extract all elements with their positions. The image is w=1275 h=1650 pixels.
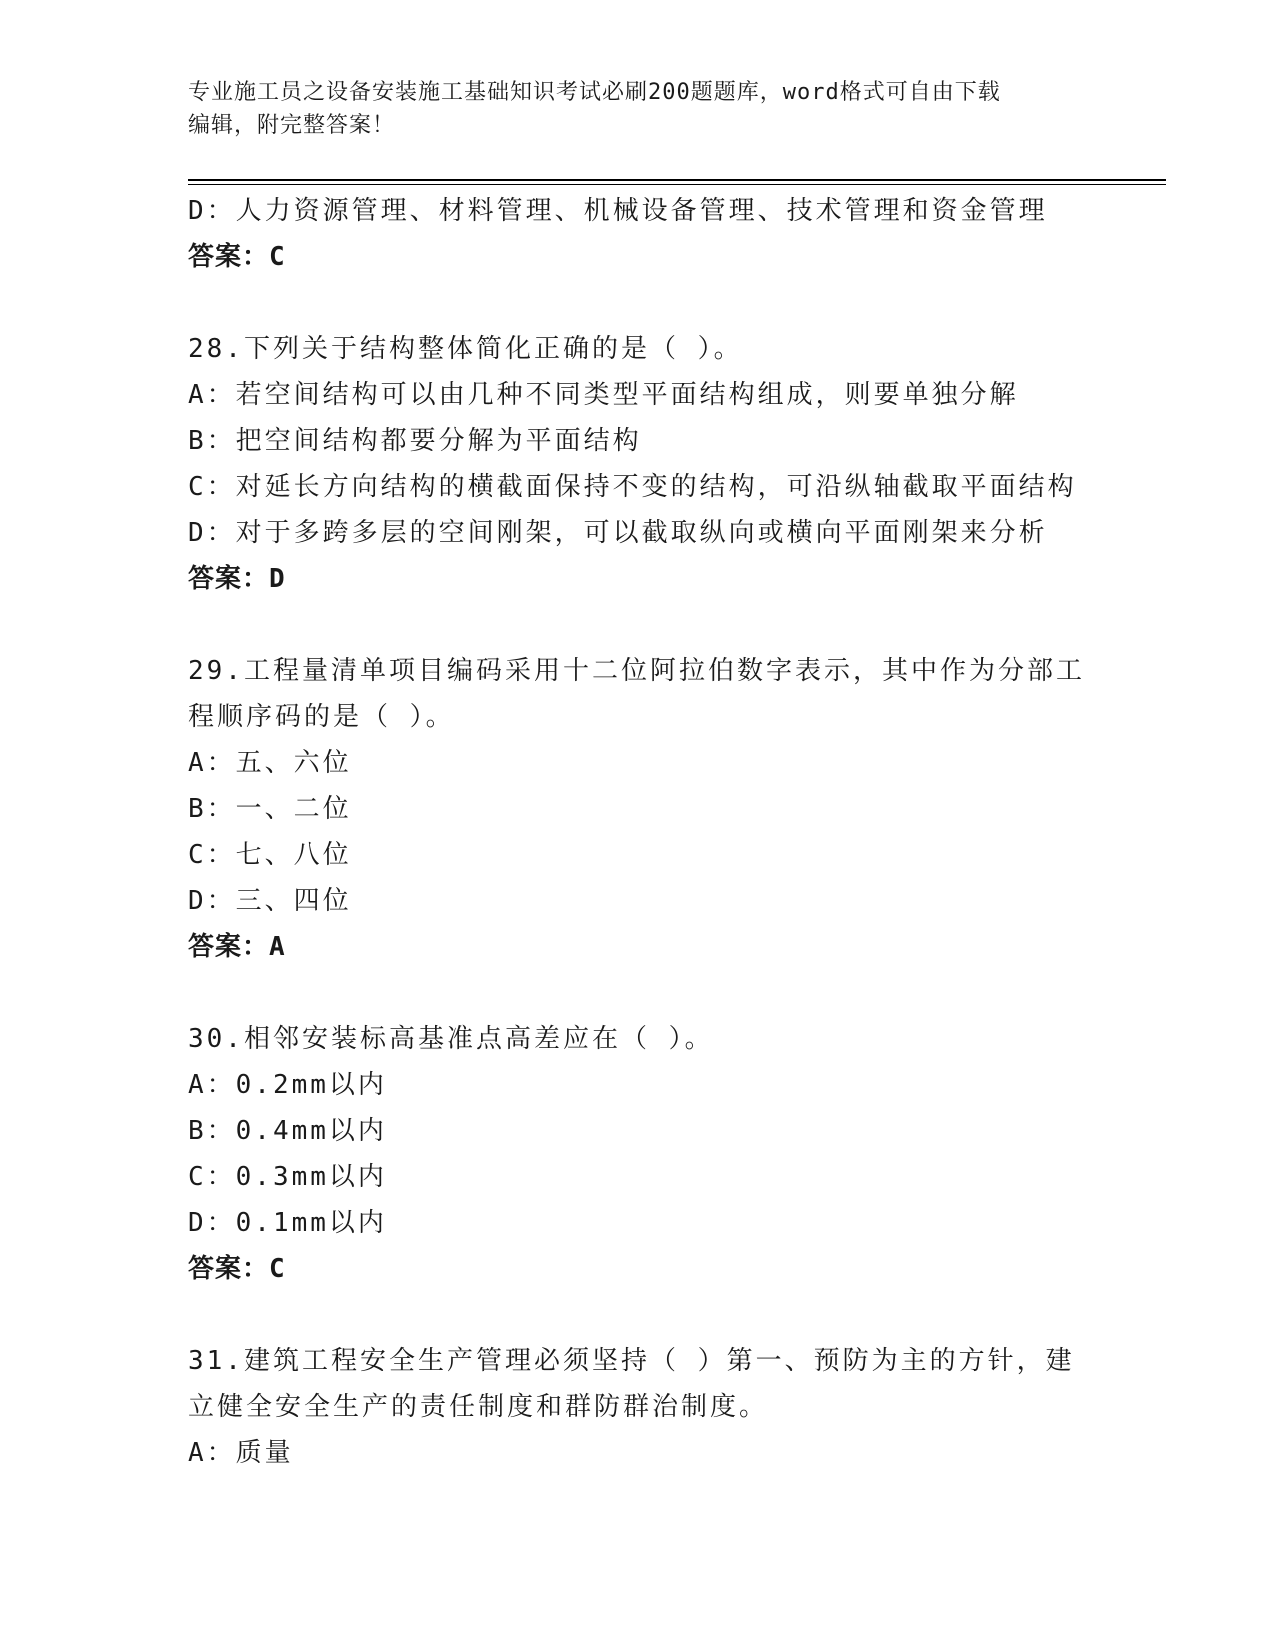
option-d: D：人力资源管理、材料管理、机械设备管理、技术管理和资金管理 [188,196,1048,226]
option-c: C：对延长方向结构的横截面保持不变的结构，可沿纵轴截取平面结构 [188,472,1077,502]
previous-question-tail [188,188,1088,280]
question-30 [188,1016,1088,1292]
answer: 答案：A [188,932,286,962]
spacer [188,1292,1088,1338]
option-a: A：质量 [188,1438,294,1468]
question-stem: 28.下列关于结构整体简化正确的是（ ）。 [188,334,743,364]
answer: 答案：C [188,242,286,272]
option-d: D：三、四位 [188,886,352,916]
option-b: B：0.4mm以内 [188,1116,387,1146]
question-content [188,188,1088,1476]
option-a: A：五、六位 [188,748,352,778]
option-d: D：0.1mm以内 [188,1208,387,1238]
answer: 答案：C [188,1254,286,1284]
option-c: C：0.3mm以内 [188,1162,387,1192]
option-c: C：七、八位 [188,840,352,870]
spacer [188,280,1088,326]
option-b: B：一、二位 [188,794,352,824]
question-stem-line-2: 立健全安全生产的责任制度和群防群治制度。 [188,1392,769,1422]
spacer [188,602,1088,648]
header-divider-thick [188,179,1166,181]
header-line-2: 编辑，附完整答案！ [188,113,396,138]
answer: 答案：D [188,564,286,594]
option-a: A：若空间结构可以由几种不同类型平面结构组成，则要单独分解 [188,380,1019,410]
question-28 [188,326,1088,602]
option-d: D：对于多跨多层的空间刚架，可以截取纵向或横向平面刚架来分析 [188,518,1048,548]
question-stem-line-1: 31.建筑工程安全生产管理必须坚持（ ）第一、预防为主的方针，建 [188,1346,1075,1376]
option-a: A：0.2mm以内 [188,1070,387,1100]
header-line-1: 专业施工员之设备安装施工基础知识考试必刷200题题库，word格式可自由下载 [188,80,1001,105]
question-31 [188,1338,1088,1476]
question-stem-line-2: 程顺序码的是（ ）。 [188,702,455,732]
spacer [188,970,1088,1016]
question-29 [188,648,1088,970]
question-stem: 30.相邻安装标高基准点高差应在（ ）。 [188,1024,714,1054]
question-stem-line-1: 29.工程量清单项目编码采用十二位阿拉伯数字表示，其中作为分部工 [188,656,1085,686]
option-b: B：把空间结构都要分解为平面结构 [188,426,642,456]
page-header [188,76,1068,142]
header-divider-thin [188,184,1166,185]
